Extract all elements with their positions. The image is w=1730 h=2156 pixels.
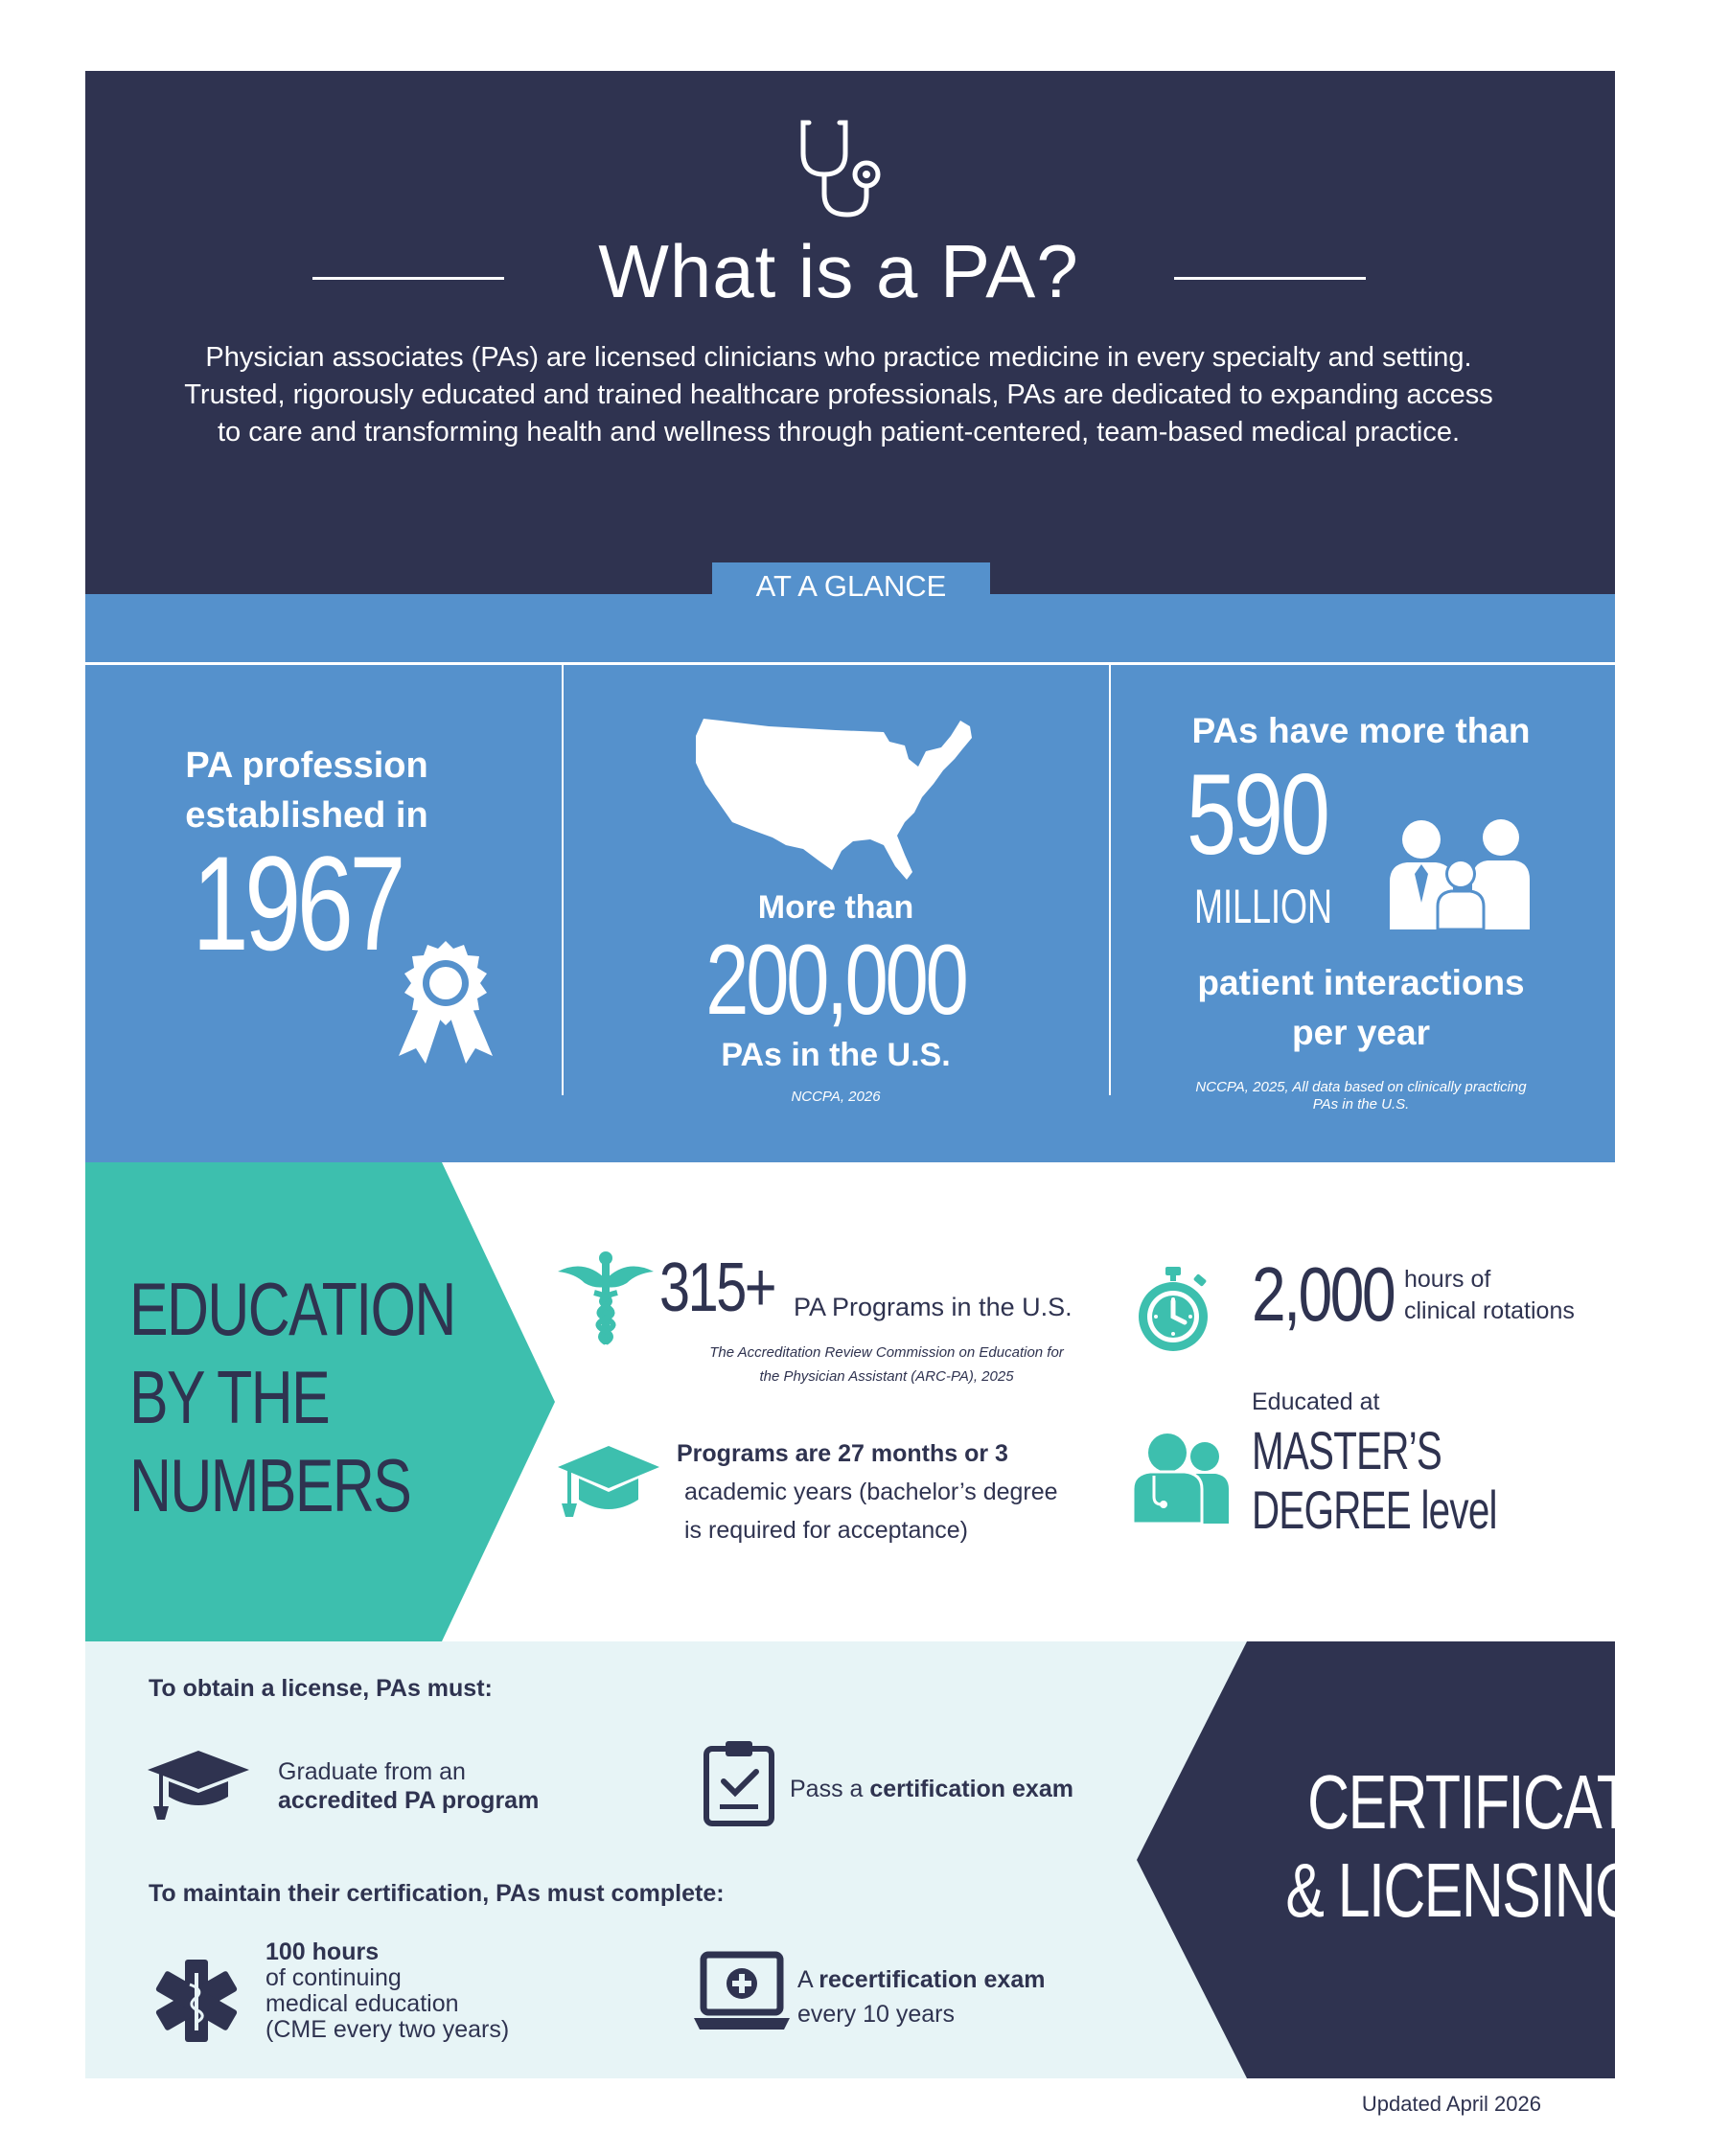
graduation-cap-icon: [146, 1747, 251, 1823]
education-title-line: BY THE: [129, 1355, 330, 1439]
degree-line1: MASTER’S: [1252, 1420, 1442, 1480]
award-ribbon-icon: [393, 939, 498, 1066]
education-title-line: EDUCATION: [129, 1267, 455, 1351]
programs-count: 315+: [659, 1250, 775, 1326]
programs-label: PA Programs in the U.S.: [794, 1293, 1073, 1321]
maintain-heading: To maintain their certification, PAs must complete:: [149, 1880, 725, 1907]
interactions-line3: per year: [1292, 1013, 1430, 1052]
star-of-life-icon: [153, 1958, 240, 2044]
cme-requirement: [265, 1939, 509, 2043]
stethoscope-icon: [796, 115, 888, 220]
exam-requirement: [790, 1775, 1073, 1803]
interactions-unit: [1194, 880, 1386, 933]
source-note: [633, 1341, 1141, 1388]
certification-title: [1174, 1758, 1730, 1935]
program-length-line3: is required for acceptance): [684, 1517, 968, 1544]
cme-line2: of continuing: [265, 1964, 402, 1991]
source-note: [1126, 1079, 1596, 1113]
laptop-medical-icon: [692, 1951, 792, 2033]
graduate-requirement: [278, 1757, 539, 1815]
recert-requirement: [797, 1962, 1045, 2031]
rotation-hours: 2,000: [1252, 1251, 1395, 1337]
stopwatch-icon: [1133, 1265, 1213, 1353]
exam-bold: certification exam: [869, 1776, 1073, 1802]
pas-in-us-label: PAs in the U.S.: [721, 1037, 951, 1073]
interactions-value: 590: [1187, 750, 1327, 879]
graduation-cap-icon: [556, 1442, 661, 1519]
rotation-hours-label: [1404, 1264, 1575, 1327]
established-line2: established in: [185, 795, 428, 836]
more-than-label: More than: [757, 889, 914, 926]
program-length-line1: Programs are 27 months or 3: [677, 1440, 1008, 1467]
intro-line: Trusted, rigorously educated and trained healthcare professionals, PAs are dedicated to expanding access: [184, 379, 1493, 410]
certification-title-line: CERTIFICATION: [1307, 1759, 1730, 1845]
intro-paragraph: [115, 339, 1562, 451]
clinicians-icon: [1131, 1428, 1233, 1524]
cme-line1: 100 hours: [265, 1938, 380, 1965]
intro-line: to care and transforming health and wellness through patient-centered, team-based medical practice.: [217, 417, 1461, 447]
certification-title-line: & LICENSING: [1285, 1847, 1639, 1933]
family-icon: [1378, 814, 1541, 929]
graduate-line2: accredited PA program: [278, 1787, 540, 1814]
obtain-license-heading: To obtain a license, PAs must:: [149, 1675, 493, 1702]
degree-line2: DEGREE level: [1252, 1479, 1497, 1540]
million-label: MILLION: [1194, 880, 1333, 933]
cme-line3: medical education: [265, 1990, 459, 2017]
column-divider: [562, 664, 564, 1095]
caduceus-icon: [556, 1250, 656, 1346]
exam-pre: Pass a: [790, 1776, 870, 1802]
interactions-line2: patient interactions: [1197, 963, 1525, 1002]
glance-divider: [85, 662, 1615, 665]
hours-line2: clinical rotations: [1404, 1297, 1575, 1324]
interactions-heading: PAs have more than: [1191, 711, 1531, 750]
source-note: NCCPA, 2026: [791, 1089, 881, 1105]
hours-line1: hours of: [1404, 1266, 1491, 1293]
recert-pre: A: [797, 1966, 819, 1993]
cme-line4: (CME every two years): [265, 2016, 510, 2043]
us-map-icon: [692, 717, 980, 889]
interactions-caption: [1126, 958, 1596, 1058]
established-line1: PA profession: [185, 745, 428, 786]
updated-date: Updated April 2026: [1361, 2092, 1541, 2116]
pa-count: [575, 925, 1096, 1036]
year-value: 1967: [192, 828, 403, 978]
intro-line: Physician associates (PAs) are licensed clinicians who practice medicine in every specialty and setting.: [205, 342, 1472, 373]
source-line1: NCCPA, 2025, All data based on clinically practicing: [1195, 1079, 1527, 1095]
education-title-line: NUMBERS: [129, 1443, 411, 1527]
clipboard-check-icon: [703, 1739, 775, 1827]
educated-at-label: Educated at: [1252, 1388, 1380, 1415]
column-divider: [1109, 664, 1111, 1095]
program-length-text: [677, 1434, 1058, 1549]
interactions-count: [1187, 750, 1367, 879]
page-title: What is a PA?: [598, 229, 1079, 313]
degree-level: [1252, 1421, 1497, 1540]
education-title: [129, 1265, 455, 1529]
source-line2: the Physician Assistant (ARC-PA), 2025: [759, 1368, 1014, 1385]
pa-count-value: 200,000: [705, 925, 966, 1036]
program-length-line2: academic years (bachelor’s degree: [684, 1479, 1058, 1505]
source-line1: The Accreditation Review Commission on Education for: [709, 1344, 1064, 1361]
graduate-line1: Graduate from an: [278, 1758, 466, 1785]
recert-bold: recertification exam: [819, 1966, 1046, 1993]
established-heading: [144, 741, 470, 840]
at-a-glance-tab: AT A GLANCE: [712, 562, 990, 610]
source-line2: PAs in the U.S.: [1312, 1096, 1410, 1112]
recert-line2: every 10 years: [797, 2001, 955, 2028]
